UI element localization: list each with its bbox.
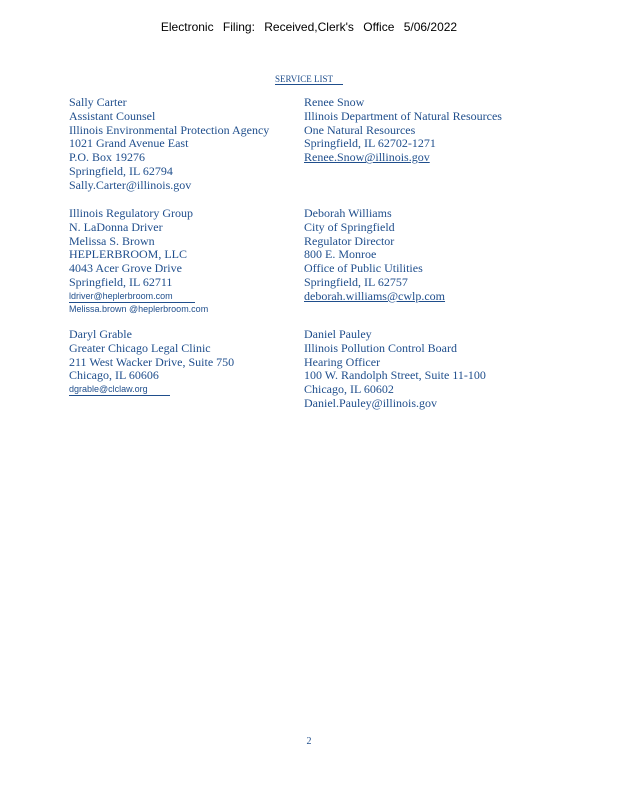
contact-email-ldriver[interactable]: ldriver@heplerbroom.com bbox=[69, 290, 195, 303]
contact-line: Springfield, IL 62711 bbox=[69, 274, 173, 289]
contact-name: Sally Carter bbox=[69, 95, 127, 109]
contact-line: Illinois Environmental Protection Agency bbox=[69, 122, 270, 137]
contact-name: Renee Snow bbox=[304, 95, 365, 109]
contact-email-dgrable[interactable]: dgrable@clclaw.org bbox=[69, 383, 170, 396]
contact-email[interactable]: Daniel.Pauley@illinois.gov bbox=[304, 395, 438, 410]
contact-line: Springfield, IL 62757 bbox=[304, 274, 408, 289]
contact-line: Springfield, IL 62702-1271 bbox=[304, 136, 436, 151]
contact-line: 800 E. Monroe bbox=[304, 247, 377, 262]
contact-block-daryl-grable bbox=[69, 328, 299, 396]
filing-header: Electronic Filing: Received,Clerk's Office 5/06/2022 bbox=[160, 20, 458, 34]
contact-block-renee-snow bbox=[304, 96, 604, 165]
contact-line: Springfield, IL 62794 bbox=[69, 163, 173, 178]
contact-line: 211 West Wacker Drive, Suite 750 bbox=[69, 354, 235, 369]
contact-line: Greater Chicago Legal Clinic bbox=[69, 340, 211, 355]
contact-line: Hearing Officer bbox=[304, 354, 381, 369]
contact-line: Melissa S. Brown bbox=[69, 233, 155, 248]
contact-email[interactable]: Renee.Snow@illinois.gov bbox=[304, 150, 430, 165]
contact-name: Daniel Pauley bbox=[304, 327, 372, 341]
contact-block-daniel-pauley bbox=[304, 328, 604, 411]
contact-line: HEPLERBROOM, LLC bbox=[69, 247, 188, 262]
contact-line: P.O. Box 19276 bbox=[69, 150, 146, 165]
contact-line: Illinois Department of Natural Resources bbox=[304, 108, 502, 123]
contact-name: Deborah Williams bbox=[304, 206, 392, 220]
contact-email-mbrown[interactable]: Melissa.brown @heplerbroom.com bbox=[69, 303, 209, 314]
contact-email[interactable]: Sally.Carter@illinois.gov bbox=[69, 177, 192, 192]
contact-line: N. LaDonna Driver bbox=[69, 219, 163, 234]
contact-block-sally-carter bbox=[69, 96, 299, 193]
service-list-title: SERVICE LIST bbox=[0, 74, 618, 84]
contact-line: Office of Public Utilities bbox=[304, 261, 423, 276]
contact-line: Illinois Pollution Control Board bbox=[304, 340, 458, 355]
contact-line: Chicago, IL 60606 bbox=[69, 368, 159, 383]
contact-name: Illinois Regulatory Group bbox=[69, 206, 193, 220]
contact-email[interactable]: deborah.williams@cwlp.com bbox=[304, 288, 446, 303]
contact-line: Chicago, IL 60602 bbox=[304, 382, 394, 397]
contact-line: City of Springfield bbox=[304, 219, 395, 234]
page-number: 2 bbox=[306, 736, 312, 747]
contact-line: 100 W. Randolph Street, Suite 11-100 bbox=[304, 368, 486, 383]
contact-line: Regulator Director bbox=[304, 233, 395, 248]
contact-line: Assistant Counsel bbox=[69, 108, 156, 123]
contact-block-deborah-williams bbox=[304, 207, 604, 304]
contact-line: One Natural Resources bbox=[304, 122, 416, 137]
contact-block-illinois-regulatory-group bbox=[69, 207, 299, 315]
contact-line: 4043 Acer Grove Drive bbox=[69, 261, 182, 276]
contact-name: Daryl Grable bbox=[69, 327, 132, 341]
contact-line: 1021 Grand Avenue East bbox=[69, 136, 189, 151]
